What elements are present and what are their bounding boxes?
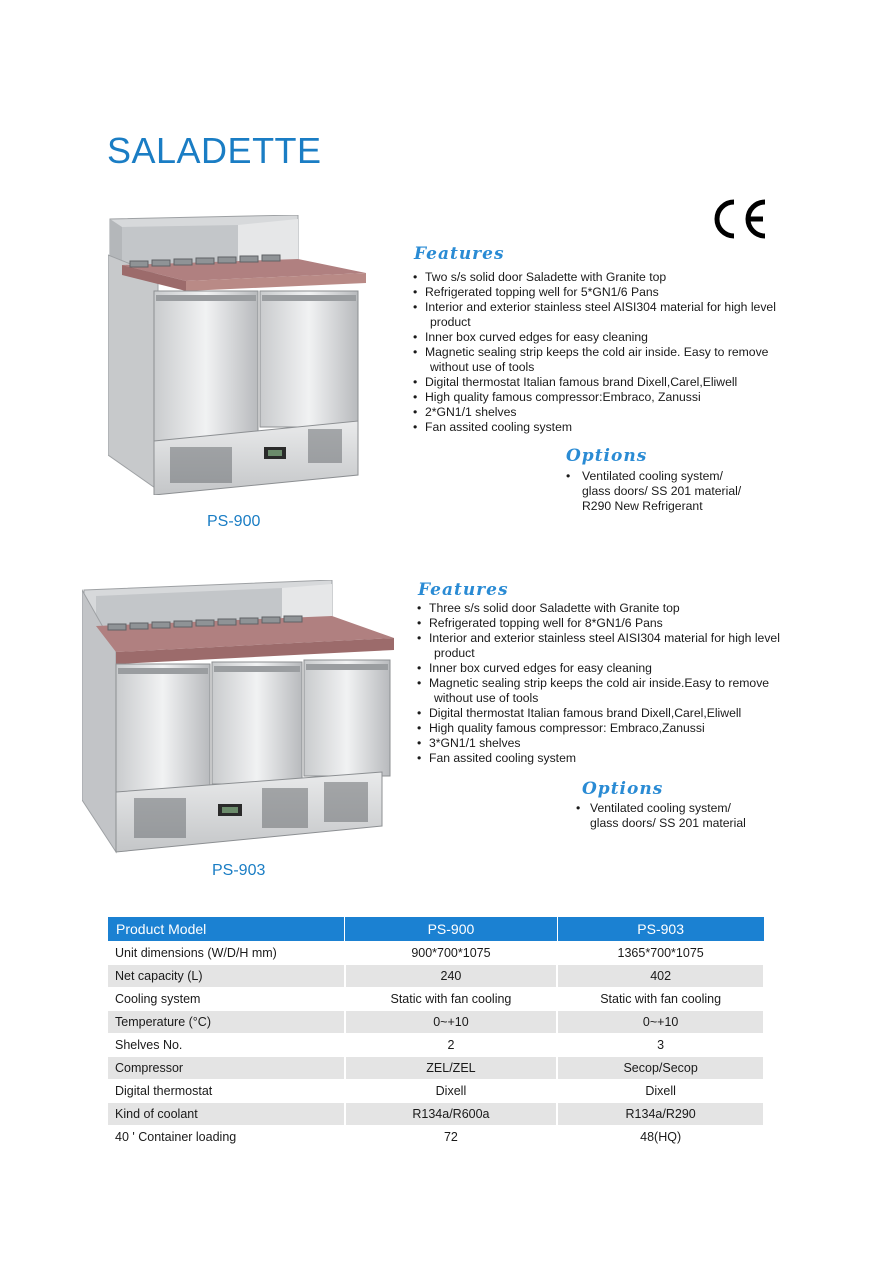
list-item: • Digital thermostat Italian famous brand Dixell,Carel,Eliwell (417, 706, 809, 721)
list-item-continuation: product (430, 315, 471, 329)
list-item-continuation: glass doors/ SS 201 material/ (582, 484, 742, 498)
table-cell: 72 (345, 1126, 558, 1149)
table-header: Product Model (108, 917, 345, 942)
ps-900-options-list (566, 469, 786, 514)
table-cell: 3 (557, 1034, 764, 1057)
ps-903-options-list (576, 801, 796, 831)
table-cell: Shelves No. (108, 1034, 345, 1057)
page-title: SALADETTE (107, 130, 322, 171)
table-cell: ZEL/ZEL (345, 1057, 558, 1080)
list-item: • Ventilated cooling system/ (576, 801, 796, 816)
table-cell: Unit dimensions (W/D/H mm) (108, 942, 345, 965)
table-cell: 240 (345, 965, 558, 988)
spec-table (108, 917, 765, 1148)
list-item: • Three s/s solid door Saladette with Granite top (417, 601, 809, 616)
list-item: • Two s/s solid door Saladette with Granite top (413, 270, 793, 285)
list-item-continuation: without use of tools (434, 691, 539, 705)
list-item-continuation: product (434, 646, 475, 660)
table-row (108, 988, 764, 1011)
list-item: • Fan assited cooling system (413, 420, 793, 435)
ps-903-features-heading: Features (418, 580, 509, 600)
table-row (108, 965, 764, 988)
table-cell: Static with fan cooling (345, 988, 558, 1011)
list-item: • Interior and exterior stainless steel AISI304 material for high level (413, 300, 793, 315)
table-cell: Digital thermostat (108, 1080, 345, 1103)
list-item: • Inner box curved edges for easy cleaning (413, 330, 793, 345)
table-cell: Net capacity (L) (108, 965, 345, 988)
table-row (108, 942, 764, 965)
ps-900-features-heading: Features (414, 244, 505, 264)
ps-900-product-image (108, 215, 370, 495)
ps-903-options-heading: Options (582, 779, 664, 799)
list-item: • 3*GN1/1 shelves (417, 736, 809, 751)
ce-mark-icon (710, 196, 768, 242)
table-cell: 900*700*1075 (345, 942, 558, 965)
table-cell: R134a/R600a (345, 1103, 558, 1126)
table-cell: 0~+10 (345, 1011, 558, 1034)
table-cell: Temperature (°C) (108, 1011, 345, 1034)
table-row (108, 1103, 764, 1126)
list-item: • High quality famous compressor: Embraco,Zanussi (417, 721, 809, 736)
table-cell: 2 (345, 1034, 558, 1057)
table-cell: Kind of coolant (108, 1103, 345, 1126)
table-cell: Cooling system (108, 988, 345, 1011)
list-item: • High quality famous compressor:Embraco, Zanussi (413, 390, 793, 405)
list-item: • Inner box curved edges for easy cleaning (417, 661, 809, 676)
list-item: • Digital thermostat Italian famous brand Dixell,Carel,Eliwell (413, 375, 793, 390)
table-header: PS-903 (557, 917, 764, 942)
table-header: PS-900 (345, 917, 558, 942)
ps-903-features-list (417, 601, 809, 766)
list-item: • Refrigerated topping well for 5*GN1/6 Pans (413, 285, 793, 300)
table-cell: Static with fan cooling (557, 988, 764, 1011)
list-item: • Magnetic sealing strip keeps the cold air inside.Easy to remove (417, 676, 809, 691)
list-item: • Magnetic sealing strip keeps the cold air inside. Easy to remove (413, 345, 793, 360)
ps-900-options-heading: Options (566, 446, 648, 466)
ps-903-caption: PS-903 (212, 862, 266, 879)
table-row (108, 1057, 764, 1080)
table-cell: 48(HQ) (557, 1126, 764, 1149)
table-cell: 1365*700*1075 (557, 942, 764, 965)
table-row (108, 1011, 764, 1034)
table-cell: 0~+10 (557, 1011, 764, 1034)
list-item: • Interior and exterior stainless steel AISI304 material for high level (417, 631, 809, 646)
list-item: • Refrigerated topping well for 8*GN1/6 Pans (417, 616, 809, 631)
table-row (108, 1034, 764, 1057)
table-cell: R134a/R290 (557, 1103, 764, 1126)
table-cell: 40 ' Container loading (108, 1126, 345, 1149)
ps-903-product-image (82, 580, 398, 855)
list-item-continuation: glass doors/ SS 201 material (590, 816, 746, 830)
ps-900-caption: PS-900 (207, 513, 261, 530)
table-row (108, 1080, 764, 1103)
list-item: • Fan assited cooling system (417, 751, 809, 766)
list-item-continuation: R290 New Refrigerant (582, 499, 703, 513)
list-item: • 2*GN1/1 shelves (413, 405, 793, 420)
table-cell: Dixell (557, 1080, 764, 1103)
table-cell: Dixell (345, 1080, 558, 1103)
table-cell: Secop/Secop (557, 1057, 764, 1080)
table-header-row (108, 917, 764, 942)
table-row (108, 1126, 764, 1149)
list-item-continuation: without use of tools (430, 360, 535, 374)
list-item: • Ventilated cooling system/ (566, 469, 786, 484)
table-cell: 402 (557, 965, 764, 988)
table-cell: Compressor (108, 1057, 345, 1080)
ps-900-features-list (413, 270, 793, 435)
